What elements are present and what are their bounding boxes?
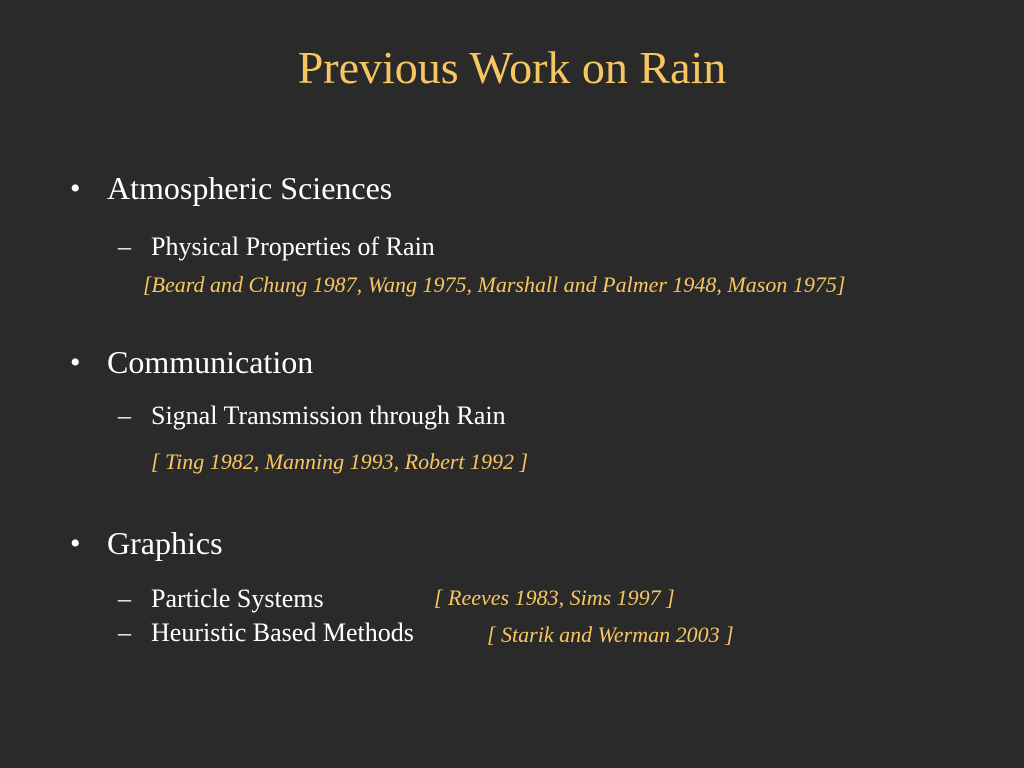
sub-item-heuristic-methods: Heuristic Based Methods [151, 618, 414, 647]
dash-icon: – [118, 401, 131, 430]
bullet-icon: • [70, 346, 81, 379]
reference-signal-transmission: [ Ting 1982, Manning 1993, Robert 1992 ] [151, 449, 529, 474]
sub-item-signal-transmission: Signal Transmission through Rain [151, 401, 506, 430]
bullet-icon: • [70, 527, 81, 560]
dash-icon: – [118, 618, 131, 647]
reference-physical-properties: [Beard and Chung 1987, Wang 1975, Marshall and Palmer 1948, Mason 1975] [143, 272, 846, 297]
section-heading-communication: Communication [107, 344, 314, 380]
section-heading-graphics: Graphics [107, 525, 223, 561]
sub-item-particle-systems: Particle Systems [151, 584, 324, 613]
slide-title: Previous Work on Rain [297, 42, 727, 93]
sub-item-physical-properties: Physical Properties of Rain [151, 232, 435, 261]
section-heading-atmospheric-sciences: Atmospheric Sciences [107, 170, 393, 206]
dash-icon: – [118, 584, 131, 613]
dash-icon: – [118, 232, 131, 261]
reference-particle-systems: [ Reeves 1983, Sims 1997 ] [434, 585, 675, 610]
bullet-icon: • [70, 172, 81, 205]
reference-heuristic-methods: [ Starik and Werman 2003 ] [487, 622, 734, 647]
